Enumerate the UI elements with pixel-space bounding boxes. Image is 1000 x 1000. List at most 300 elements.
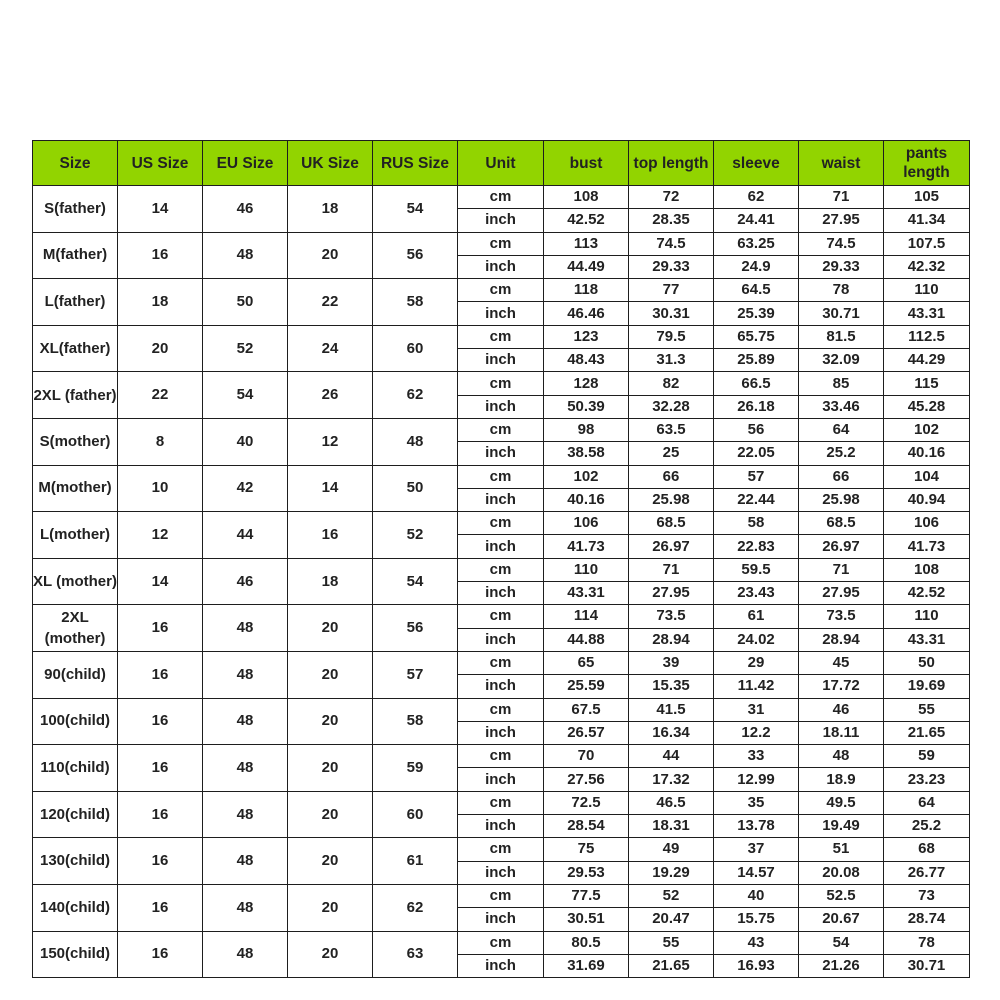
- size-label-cell: XL (mother): [33, 558, 118, 605]
- sleeve-cm-cell: 57: [714, 465, 799, 488]
- unit-cell: inch: [458, 255, 544, 278]
- uk-size-cell: 20: [288, 698, 373, 745]
- top-length-inch-cell: 28.35: [629, 209, 714, 232]
- table-row-cm: [33, 372, 970, 395]
- waist-inch-cell: 29.33: [799, 255, 884, 278]
- uk-size-cell: 24: [288, 325, 373, 372]
- table-row-cm: [33, 838, 970, 861]
- us-size-cell: 16: [118, 651, 203, 698]
- unit-cell: inch: [458, 395, 544, 418]
- unit-cell: inch: [458, 209, 544, 232]
- pants-length-inch-cell: 23.23: [884, 768, 970, 791]
- waist-inch-cell: 20.08: [799, 861, 884, 884]
- sleeve-cm-cell: 58: [714, 512, 799, 535]
- top-length-inch-cell: 25.98: [629, 488, 714, 511]
- unit-cell: cm: [458, 838, 544, 861]
- waist-inch-cell: 19.49: [799, 815, 884, 838]
- sleeve-cm-cell: 37: [714, 838, 799, 861]
- us-size-cell: 16: [118, 745, 203, 792]
- top-length-cm-cell: 41.5: [629, 698, 714, 721]
- bust-cm-cell: 67.5: [544, 698, 629, 721]
- pants-length-inch-cell: 40.94: [884, 488, 970, 511]
- bust-inch-cell: 29.53: [544, 861, 629, 884]
- us-size-cell: 16: [118, 605, 203, 652]
- rus-size-cell: 58: [373, 279, 458, 326]
- us-size-cell: 16: [118, 884, 203, 931]
- unit-cell: inch: [458, 349, 544, 372]
- pants-length-inch-cell: 41.73: [884, 535, 970, 558]
- us-size-cell: 8: [118, 418, 203, 465]
- pants-length-cm-cell: 78: [884, 931, 970, 954]
- top-length-inch-cell: 17.32: [629, 768, 714, 791]
- waist-cm-cell: 48: [799, 745, 884, 768]
- top-length-cm-cell: 63.5: [629, 418, 714, 441]
- rus-size-cell: 56: [373, 605, 458, 652]
- bust-cm-cell: 128: [544, 372, 629, 395]
- unit-cell: inch: [458, 582, 544, 605]
- top-length-inch-cell: 31.3: [629, 349, 714, 372]
- size-label-cell: 110(child): [33, 745, 118, 792]
- pants-length-cm-cell: 107.5: [884, 232, 970, 255]
- unit-cell: cm: [458, 698, 544, 721]
- eu-size-cell: 40: [203, 418, 288, 465]
- top-length-inch-cell: 26.97: [629, 535, 714, 558]
- bust-cm-cell: 65: [544, 651, 629, 674]
- pants-length-cm-cell: 73: [884, 884, 970, 907]
- top-length-cm-cell: 77: [629, 279, 714, 302]
- rus-size-cell: 50: [373, 465, 458, 512]
- top-length-cm-cell: 71: [629, 558, 714, 581]
- table-row-cm: [33, 232, 970, 255]
- bust-cm-cell: 110: [544, 558, 629, 581]
- top-length-cm-cell: 74.5: [629, 232, 714, 255]
- waist-cm-cell: 51: [799, 838, 884, 861]
- top-length-inch-cell: 15.35: [629, 675, 714, 698]
- sleeve-cm-cell: 64.5: [714, 279, 799, 302]
- table-row-cm: [33, 325, 970, 348]
- bust-inch-cell: 44.88: [544, 628, 629, 651]
- sleeve-cm-cell: 35: [714, 791, 799, 814]
- uk-size-cell: 12: [288, 418, 373, 465]
- unit-cell: inch: [458, 908, 544, 931]
- rus-size-cell: 63: [373, 931, 458, 978]
- sleeve-inch-cell: 22.83: [714, 535, 799, 558]
- unit-cell: cm: [458, 884, 544, 907]
- waist-cm-cell: 46: [799, 698, 884, 721]
- sleeve-inch-cell: 12.99: [714, 768, 799, 791]
- us-size-cell: 10: [118, 465, 203, 512]
- sleeve-cm-cell: 62: [714, 186, 799, 209]
- us-size-cell: 16: [118, 931, 203, 978]
- uk-size-cell: 20: [288, 884, 373, 931]
- header-eu-size: EU Size: [203, 141, 288, 186]
- unit-cell: inch: [458, 954, 544, 977]
- unit-cell: inch: [458, 768, 544, 791]
- waist-inch-cell: 28.94: [799, 628, 884, 651]
- top-length-cm-cell: 66: [629, 465, 714, 488]
- waist-inch-cell: 18.9: [799, 768, 884, 791]
- header-size: Size: [33, 141, 118, 186]
- us-size-cell: 22: [118, 372, 203, 419]
- bust-inch-cell: 44.49: [544, 255, 629, 278]
- rus-size-cell: 61: [373, 838, 458, 885]
- top-length-cm-cell: 46.5: [629, 791, 714, 814]
- uk-size-cell: 22: [288, 279, 373, 326]
- pants-length-inch-cell: 42.32: [884, 255, 970, 278]
- pants-length-cm-cell: 108: [884, 558, 970, 581]
- sleeve-cm-cell: 65.75: [714, 325, 799, 348]
- pants-length-cm-cell: 64: [884, 791, 970, 814]
- bust-inch-cell: 41.73: [544, 535, 629, 558]
- sleeve-cm-cell: 66.5: [714, 372, 799, 395]
- bust-inch-cell: 38.58: [544, 442, 629, 465]
- rus-size-cell: 62: [373, 884, 458, 931]
- waist-inch-cell: 26.97: [799, 535, 884, 558]
- waist-cm-cell: 45: [799, 651, 884, 674]
- pants-length-inch-cell: 30.71: [884, 954, 970, 977]
- pants-length-inch-cell: 42.52: [884, 582, 970, 605]
- sleeve-cm-cell: 61: [714, 605, 799, 628]
- pants-length-cm-cell: 68: [884, 838, 970, 861]
- sleeve-inch-cell: 22.44: [714, 488, 799, 511]
- size-label-cell: 140(child): [33, 884, 118, 931]
- top-length-cm-cell: 68.5: [629, 512, 714, 535]
- unit-cell: inch: [458, 628, 544, 651]
- pants-length-cm-cell: 55: [884, 698, 970, 721]
- uk-size-cell: 20: [288, 232, 373, 279]
- bust-inch-cell: 28.54: [544, 815, 629, 838]
- top-length-cm-cell: 55: [629, 931, 714, 954]
- uk-size-cell: 20: [288, 838, 373, 885]
- top-length-inch-cell: 21.65: [629, 954, 714, 977]
- eu-size-cell: 50: [203, 279, 288, 326]
- sleeve-cm-cell: 31: [714, 698, 799, 721]
- us-size-cell: 14: [118, 558, 203, 605]
- bust-cm-cell: 118: [544, 279, 629, 302]
- unit-cell: inch: [458, 861, 544, 884]
- pants-length-inch-cell: 40.16: [884, 442, 970, 465]
- bust-cm-cell: 70: [544, 745, 629, 768]
- bust-cm-cell: 108: [544, 186, 629, 209]
- top-length-cm-cell: 49: [629, 838, 714, 861]
- top-length-inch-cell: 28.94: [629, 628, 714, 651]
- unit-cell: cm: [458, 651, 544, 674]
- top-length-inch-cell: 30.31: [629, 302, 714, 325]
- sleeve-inch-cell: 24.02: [714, 628, 799, 651]
- eu-size-cell: 42: [203, 465, 288, 512]
- size-label-cell: L(mother): [33, 512, 118, 559]
- bust-inch-cell: 40.16: [544, 488, 629, 511]
- eu-size-cell: 52: [203, 325, 288, 372]
- uk-size-cell: 20: [288, 745, 373, 792]
- rus-size-cell: 60: [373, 325, 458, 372]
- rus-size-cell: 48: [373, 418, 458, 465]
- waist-inch-cell: 17.72: [799, 675, 884, 698]
- waist-cm-cell: 71: [799, 186, 884, 209]
- eu-size-cell: 48: [203, 838, 288, 885]
- top-length-inch-cell: 25: [629, 442, 714, 465]
- size-label-cell: 130(child): [33, 838, 118, 885]
- rus-size-cell: 58: [373, 698, 458, 745]
- pants-length-cm-cell: 110: [884, 279, 970, 302]
- header-top-length: top length: [629, 141, 714, 186]
- us-size-cell: 16: [118, 232, 203, 279]
- waist-inch-cell: 33.46: [799, 395, 884, 418]
- waist-cm-cell: 49.5: [799, 791, 884, 814]
- pants-length-cm-cell: 50: [884, 651, 970, 674]
- table-row-cm: [33, 418, 970, 441]
- us-size-cell: 14: [118, 186, 203, 233]
- unit-cell: inch: [458, 442, 544, 465]
- uk-size-cell: 20: [288, 651, 373, 698]
- eu-size-cell: 46: [203, 558, 288, 605]
- unit-cell: cm: [458, 791, 544, 814]
- bust-inch-cell: 27.56: [544, 768, 629, 791]
- bust-inch-cell: 25.59: [544, 675, 629, 698]
- bust-inch-cell: 48.43: [544, 349, 629, 372]
- size-label-cell: 100(child): [33, 698, 118, 745]
- unit-cell: cm: [458, 325, 544, 348]
- pants-length-cm-cell: 115: [884, 372, 970, 395]
- pants-length-inch-cell: 26.77: [884, 861, 970, 884]
- header-row: [33, 141, 970, 186]
- eu-size-cell: 46: [203, 186, 288, 233]
- us-size-cell: 16: [118, 838, 203, 885]
- waist-inch-cell: 30.71: [799, 302, 884, 325]
- bust-cm-cell: 80.5: [544, 931, 629, 954]
- top-length-inch-cell: 32.28: [629, 395, 714, 418]
- eu-size-cell: 48: [203, 698, 288, 745]
- top-length-cm-cell: 52: [629, 884, 714, 907]
- uk-size-cell: 14: [288, 465, 373, 512]
- waist-cm-cell: 78: [799, 279, 884, 302]
- size-label-cell: L(father): [33, 279, 118, 326]
- top-length-inch-cell: 18.31: [629, 815, 714, 838]
- eu-size-cell: 48: [203, 651, 288, 698]
- header-waist: waist: [799, 141, 884, 186]
- us-size-cell: 12: [118, 512, 203, 559]
- sleeve-inch-cell: 12.2: [714, 721, 799, 744]
- waist-cm-cell: 64: [799, 418, 884, 441]
- table-row-cm: [33, 651, 970, 674]
- pants-length-inch-cell: 19.69: [884, 675, 970, 698]
- table-row-cm: [33, 884, 970, 907]
- uk-size-cell: 20: [288, 931, 373, 978]
- size-label-cell: S(mother): [33, 418, 118, 465]
- top-length-cm-cell: 79.5: [629, 325, 714, 348]
- uk-size-cell: 18: [288, 558, 373, 605]
- pants-length-cm-cell: 59: [884, 745, 970, 768]
- unit-cell: cm: [458, 372, 544, 395]
- bust-cm-cell: 113: [544, 232, 629, 255]
- unit-cell: cm: [458, 512, 544, 535]
- uk-size-cell: 16: [288, 512, 373, 559]
- pants-length-cm-cell: 102: [884, 418, 970, 441]
- waist-inch-cell: 32.09: [799, 349, 884, 372]
- sleeve-cm-cell: 56: [714, 418, 799, 441]
- unit-cell: inch: [458, 302, 544, 325]
- bust-cm-cell: 114: [544, 605, 629, 628]
- top-length-cm-cell: 82: [629, 372, 714, 395]
- table-row-cm: [33, 186, 970, 209]
- header-bust: bust: [544, 141, 629, 186]
- sleeve-inch-cell: 22.05: [714, 442, 799, 465]
- unit-cell: inch: [458, 488, 544, 511]
- unit-cell: cm: [458, 465, 544, 488]
- waist-inch-cell: 27.95: [799, 582, 884, 605]
- header-rus-size: RUS Size: [373, 141, 458, 186]
- waist-cm-cell: 73.5: [799, 605, 884, 628]
- top-length-inch-cell: 19.29: [629, 861, 714, 884]
- bust-cm-cell: 102: [544, 465, 629, 488]
- header-pants-length: pants length: [884, 141, 970, 186]
- rus-size-cell: 52: [373, 512, 458, 559]
- uk-size-cell: 20: [288, 791, 373, 838]
- size-label-cell: 90(child): [33, 651, 118, 698]
- top-length-inch-cell: 29.33: [629, 255, 714, 278]
- table-row-cm: [33, 605, 970, 628]
- eu-size-cell: 54: [203, 372, 288, 419]
- top-length-cm-cell: 72: [629, 186, 714, 209]
- eu-size-cell: 44: [203, 512, 288, 559]
- waist-inch-cell: 21.26: [799, 954, 884, 977]
- header-unit: Unit: [458, 141, 544, 186]
- waist-inch-cell: 27.95: [799, 209, 884, 232]
- waist-cm-cell: 81.5: [799, 325, 884, 348]
- bust-cm-cell: 106: [544, 512, 629, 535]
- top-length-cm-cell: 44: [629, 745, 714, 768]
- size-label-cell: 150(child): [33, 931, 118, 978]
- unit-cell: cm: [458, 558, 544, 581]
- waist-cm-cell: 66: [799, 465, 884, 488]
- rus-size-cell: 59: [373, 745, 458, 792]
- waist-cm-cell: 71: [799, 558, 884, 581]
- eu-size-cell: 48: [203, 884, 288, 931]
- sleeve-inch-cell: 25.39: [714, 302, 799, 325]
- table-body: [33, 186, 970, 978]
- size-chart-table: [32, 140, 970, 978]
- pants-length-cm-cell: 104: [884, 465, 970, 488]
- waist-cm-cell: 54: [799, 931, 884, 954]
- bust-inch-cell: 42.52: [544, 209, 629, 232]
- unit-cell: inch: [458, 675, 544, 698]
- bust-cm-cell: 98: [544, 418, 629, 441]
- size-label-cell: M(mother): [33, 465, 118, 512]
- pants-length-cm-cell: 112.5: [884, 325, 970, 348]
- size-label-cell: 2XL (mother): [33, 605, 118, 652]
- table-row-cm: [33, 279, 970, 302]
- sleeve-cm-cell: 29: [714, 651, 799, 674]
- top-length-inch-cell: 16.34: [629, 721, 714, 744]
- pants-length-inch-cell: 21.65: [884, 721, 970, 744]
- bust-inch-cell: 30.51: [544, 908, 629, 931]
- unit-cell: cm: [458, 186, 544, 209]
- unit-cell: cm: [458, 745, 544, 768]
- sleeve-inch-cell: 24.9: [714, 255, 799, 278]
- us-size-cell: 16: [118, 698, 203, 745]
- size-label-cell: 2XL (father): [33, 372, 118, 419]
- sleeve-inch-cell: 26.18: [714, 395, 799, 418]
- waist-cm-cell: 74.5: [799, 232, 884, 255]
- pants-length-inch-cell: 25.2: [884, 815, 970, 838]
- bust-cm-cell: 77.5: [544, 884, 629, 907]
- rus-size-cell: 57: [373, 651, 458, 698]
- waist-inch-cell: 20.67: [799, 908, 884, 931]
- waist-cm-cell: 52.5: [799, 884, 884, 907]
- bust-inch-cell: 46.46: [544, 302, 629, 325]
- sleeve-inch-cell: 23.43: [714, 582, 799, 605]
- bust-cm-cell: 72.5: [544, 791, 629, 814]
- pants-length-inch-cell: 45.28: [884, 395, 970, 418]
- sleeve-inch-cell: 16.93: [714, 954, 799, 977]
- pants-length-cm-cell: 106: [884, 512, 970, 535]
- eu-size-cell: 48: [203, 931, 288, 978]
- sleeve-inch-cell: 11.42: [714, 675, 799, 698]
- pants-length-inch-cell: 44.29: [884, 349, 970, 372]
- header-us-size: US Size: [118, 141, 203, 186]
- eu-size-cell: 48: [203, 232, 288, 279]
- waist-inch-cell: 18.11: [799, 721, 884, 744]
- eu-size-cell: 48: [203, 745, 288, 792]
- pants-length-inch-cell: 41.34: [884, 209, 970, 232]
- waist-inch-cell: 25.2: [799, 442, 884, 465]
- unit-cell: cm: [458, 605, 544, 628]
- bust-inch-cell: 31.69: [544, 954, 629, 977]
- table-row-cm: [33, 512, 970, 535]
- sleeve-cm-cell: 33: [714, 745, 799, 768]
- rus-size-cell: 56: [373, 232, 458, 279]
- top-length-inch-cell: 27.95: [629, 582, 714, 605]
- table-row-cm: [33, 558, 970, 581]
- unit-cell: inch: [458, 815, 544, 838]
- top-length-cm-cell: 39: [629, 651, 714, 674]
- us-size-cell: 16: [118, 791, 203, 838]
- waist-cm-cell: 85: [799, 372, 884, 395]
- bust-inch-cell: 26.57: [544, 721, 629, 744]
- rus-size-cell: 60: [373, 791, 458, 838]
- us-size-cell: 18: [118, 279, 203, 326]
- header-sleeve: sleeve: [714, 141, 799, 186]
- table-row-cm: [33, 791, 970, 814]
- rus-size-cell: 54: [373, 558, 458, 605]
- unit-cell: cm: [458, 418, 544, 441]
- waist-inch-cell: 25.98: [799, 488, 884, 511]
- pants-length-cm-cell: 105: [884, 186, 970, 209]
- sleeve-inch-cell: 24.41: [714, 209, 799, 232]
- pants-length-inch-cell: 43.31: [884, 628, 970, 651]
- top-length-cm-cell: 73.5: [629, 605, 714, 628]
- top-length-inch-cell: 20.47: [629, 908, 714, 931]
- eu-size-cell: 48: [203, 605, 288, 652]
- size-label-cell: XL(father): [33, 325, 118, 372]
- pants-length-inch-cell: 43.31: [884, 302, 970, 325]
- sleeve-inch-cell: 15.75: [714, 908, 799, 931]
- unit-cell: inch: [458, 535, 544, 558]
- unit-cell: cm: [458, 931, 544, 954]
- sleeve-cm-cell: 43: [714, 931, 799, 954]
- rus-size-cell: 54: [373, 186, 458, 233]
- size-label-cell: S(father): [33, 186, 118, 233]
- unit-cell: cm: [458, 232, 544, 255]
- bust-cm-cell: 123: [544, 325, 629, 348]
- sleeve-cm-cell: 40: [714, 884, 799, 907]
- pants-length-inch-cell: 28.74: [884, 908, 970, 931]
- sleeve-inch-cell: 14.57: [714, 861, 799, 884]
- us-size-cell: 20: [118, 325, 203, 372]
- bust-cm-cell: 75: [544, 838, 629, 861]
- table-row-cm: [33, 465, 970, 488]
- table-row-cm: [33, 698, 970, 721]
